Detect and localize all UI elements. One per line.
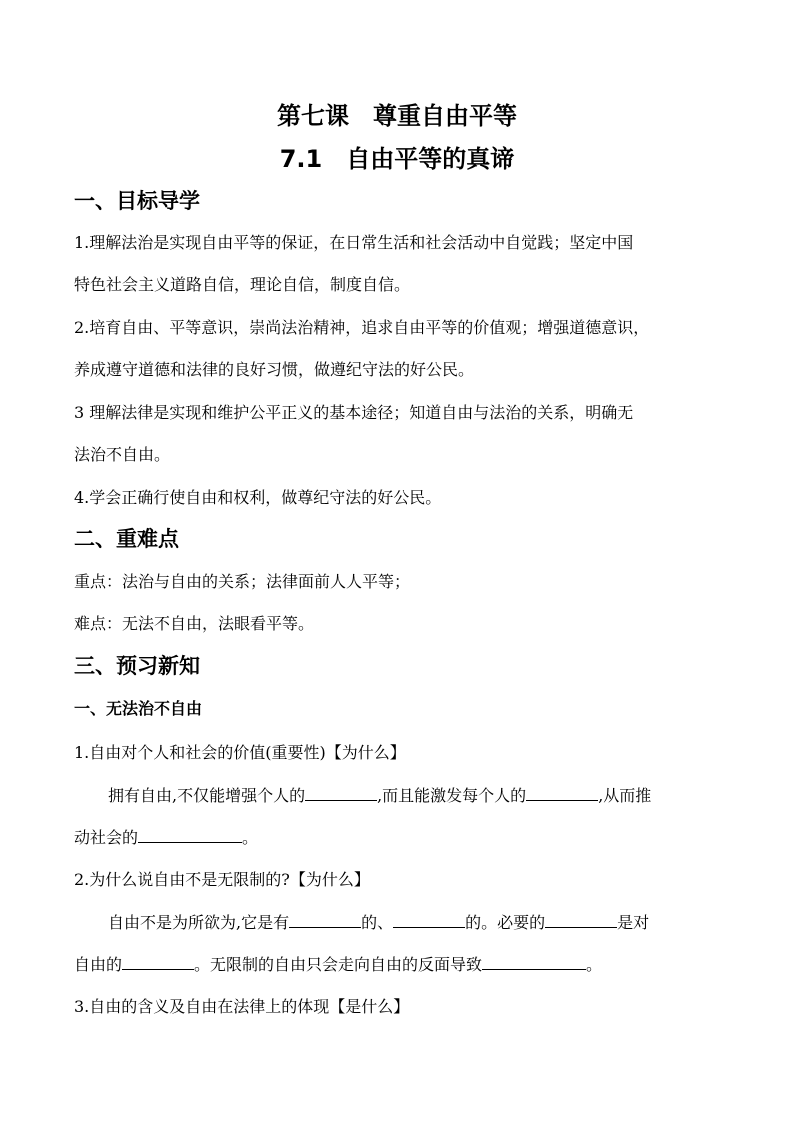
text-segment: 。 [586, 955, 603, 974]
objective-line: 1.理解法治是实现自由平等的保证，在日常生活和社会活动中自觉践；坚定中国 [74, 233, 634, 252]
text-segment: 自由不是为所欲为,它是有 [108, 913, 290, 932]
fill-blank[interactable] [393, 911, 465, 928]
fill-blank[interactable] [122, 953, 194, 970]
lesson-title: 第七课 尊重自由平等 [277, 102, 517, 130]
objective-line: 2.培育自由、平等意识，崇尚法治精神，追求自由平等的价值观；增强道德意识， [74, 318, 650, 337]
text-segment: 拥有自由,不仅能增强个人的 [108, 786, 306, 805]
heading-preview: 三、预习新知 [74, 654, 200, 678]
question-1-line-2 [74, 826, 258, 850]
text-segment: ,从而推 [598, 786, 652, 805]
text-segment: 动社会的 [74, 828, 139, 847]
question-1-line-1 [108, 784, 651, 808]
objective-line: 养成遵守道德和法律的良好习惯，做遵纪守法的好公民。 [74, 360, 475, 379]
text-segment: 是对 [617, 913, 650, 932]
question-2-label: 2.为什么说自由不是无限制的?【为什么】 [74, 870, 370, 889]
section-title: 7.1 自由平等的真谛 [279, 145, 515, 173]
question-2-line-2 [74, 953, 602, 977]
heading-objectives: 一、目标导学 [74, 189, 200, 213]
text-segment: 的。必要的 [465, 913, 546, 932]
question-1-label: 1.自由对个人和社会的价值(重要性)【为什么】 [74, 743, 406, 762]
fill-blank[interactable] [138, 826, 242, 843]
key-point-line: 重点：法治与自由的关系；法律面前人人平等； [74, 572, 411, 591]
text-segment: ,而且能激发每个人的 [377, 786, 527, 805]
difficult-point-line: 难点：无法不自由，法眼看平等。 [74, 614, 315, 633]
fill-blank[interactable] [289, 911, 361, 928]
question-2-line-1 [108, 911, 649, 935]
objective-line: 4.学会正确行使自由和权利，做尊纪守法的好公民。 [74, 488, 442, 507]
fill-blank[interactable] [482, 953, 586, 970]
question-3-label: 3.自由的含义及自由在法律上的体现【是什么】 [74, 997, 410, 1016]
text-segment: 。无限制的自由只会走向自由的反面导致 [194, 955, 483, 974]
fill-blank[interactable] [545, 911, 617, 928]
heading-key-points: 二、重难点 [74, 527, 179, 551]
text-segment: 的、 [361, 913, 394, 932]
text-segment: 。 [242, 828, 259, 847]
objective-line: 3 理解法律是实现和维护公平正义的基本途径；知道自由与法治的关系，明确无 [74, 403, 634, 422]
sub-heading: 一、无法治不自由 [74, 699, 203, 718]
objective-line: 特色社会主义道路自信，理论自信，制度自信。 [74, 275, 411, 294]
objective-line: 法治不自由。 [74, 445, 171, 464]
fill-blank[interactable] [526, 784, 598, 801]
fill-blank[interactable] [305, 784, 377, 801]
text-segment: 自由的 [74, 955, 123, 974]
